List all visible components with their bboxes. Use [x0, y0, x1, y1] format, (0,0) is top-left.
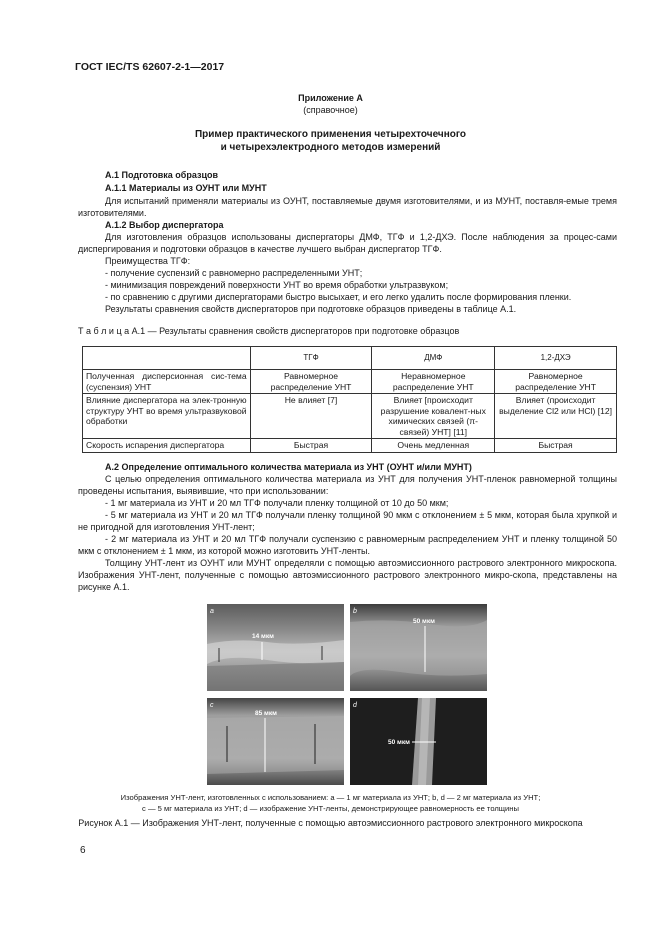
section-a2-intro: С целью определения оптимального количества материала из УНТ для получения УНТ-пленок равномерной толщины проведены испытания, выявившие, что при использовании: — [78, 474, 617, 496]
section-a2-title: А.2 Определение оптимального количества материала из УНТ (ОУНТ и/или МУНТ) — [105, 462, 472, 472]
table-cell: Равномерное распределение УНТ — [495, 370, 617, 394]
measurement-label: 14 мкм — [252, 633, 274, 640]
table-header-cell: 1,2-ДХЭ — [495, 347, 617, 370]
table-row — [83, 439, 617, 453]
table-caption: Т а б л и ц а А.1 — Результаты сравнения свойств диспергаторов при подготовке образцов — [78, 326, 460, 336]
panel-label: b — [353, 608, 357, 615]
table-cell: Быстрая — [495, 439, 617, 453]
table-cell: Полученная дисперсионная сис-тема (суспензия) УНТ — [83, 370, 251, 394]
annex-heading-line1: Пример практического применения четырехточечного — [194, 129, 466, 140]
panel-label: d — [353, 702, 357, 709]
section-a2-item: - 2 мг материала из УНТ и 20 мл ТГФ получали суспензию с равномерным распределением УНТ и пленку толщиной 50 мкм с отклонением ± 1 мкм, из которой можно изготовить УНТ-ленты. — [78, 534, 617, 556]
table-cell: Влияние диспергатора на элек-тронную структуру УНТ во время ультразвуковой обработки — [83, 394, 251, 439]
table-cell: Скорость испарения диспергатора — [83, 439, 251, 453]
table-header-cell: ДМФ — [372, 347, 495, 370]
table-cell: Очень медленная — [372, 439, 495, 453]
sem-image-d — [350, 698, 487, 785]
table-cell: Влияет (происходит выделение Cl2 или HCl) [12] — [495, 394, 617, 439]
figure-legend-line2: c — 5 мг материала из УНТ; d — изображение УНТ-ленты, демонстрирующее равномерность ее толщины — [142, 804, 519, 813]
sem-image-b — [350, 604, 487, 691]
table-row — [83, 370, 617, 394]
panel-label: a — [210, 608, 214, 615]
table-cell: Влияет [происходит разрушение ковалент-ных химических связей (π-связей) УНТ] [11] — [372, 394, 495, 439]
table-header-cell — [83, 347, 251, 370]
section-a2-closing: Толщину УНТ-лент из ОУНТ или МУНТ определяли с помощью автоэмиссионного растрового электронного микроскопа. Изображения УНТ-лент, полученные с помощью автоэмиссионного растрового электронного микро-скопа, представлены на рисунке А.1. — [78, 558, 617, 592]
table-row — [83, 394, 617, 439]
table-cell: Равномерное распределение УНТ — [250, 370, 372, 394]
table-header-row — [83, 347, 617, 370]
annex-title: Приложение А — [298, 93, 363, 103]
table-cell: Быстрая — [250, 439, 372, 453]
section-a12-title: А.1.2 Выбор диспергатора — [105, 220, 224, 230]
annex-heading-line2: и четырехэлектродного методов измерений — [220, 142, 441, 153]
section-a12-text: Для изготовления образцов использованы диспергаторы ДМФ, ТГФ и 1,2-ДХЭ. После наблюдения за процес-сами диспергирования и подготовки образцов в качестве лучшего выбран диспергатор ТГФ. — [78, 232, 617, 254]
annex-subtitle: (справочное) — [303, 105, 358, 115]
sem-figure — [207, 604, 487, 785]
page-number: 6 — [80, 845, 86, 856]
results-text: Результаты сравнения свойств диспергаторов при подготовке образцов приведены в таблице А.1. — [105, 304, 517, 314]
measurement-label: 50 мкм — [388, 739, 410, 746]
table-cell: Неравномерное распределение УНТ — [372, 370, 495, 394]
section-a11-title: А.1.1 Материалы из ОУНТ или МУНТ — [105, 183, 267, 193]
advantage-item: - по сравнению с другими диспергаторами быстро высыхает, и его легко удалить после формирования пленки. — [105, 292, 572, 302]
measurement-label: 50 мкм — [413, 618, 435, 625]
advantage-item: - получение суспензий с равномерно распределенными УНТ; — [105, 268, 363, 278]
sem-image-c — [207, 698, 344, 785]
figure-caption: Рисунок А.1 — Изображения УНТ-лент, полученные с помощью автоэмиссионного растрового электронного микроскопа — [78, 818, 583, 828]
advantages-title: Преимущества ТГФ: — [105, 256, 191, 266]
table-cell: Не влияет [7] — [250, 394, 372, 439]
section-a11-text: Для испытаний применяли материалы из ОУНТ, поставляемые двумя изготовителями, и из МУНТ, поставля-емые тремя изготовителями. — [78, 196, 617, 218]
section-a2-item: - 1 мг материала из УНТ и 20 мл ТГФ получали пленку толщиной от 10 до 50 мкм; — [105, 498, 449, 508]
figure-legend-line1: Изображения УНТ-лент, изготовленных с использованием: a — 1 мг материала из УНТ; b, d — 2 мг материала из УНТ; — [120, 793, 541, 802]
table-header-cell: ТГФ — [250, 347, 372, 370]
standard-code: ГОСТ IEC/TS 62607-2-1—2017 — [75, 61, 225, 73]
panel-label: c — [210, 702, 214, 709]
sem-image-a — [207, 604, 344, 691]
section-a1-title: А.1 Подготовка образцов — [105, 170, 219, 180]
results-table — [82, 346, 617, 453]
measurement-label: 85 мкм — [255, 710, 277, 717]
section-a2-item: - 5 мг материала из УНТ и 20 мл ТГФ получали пленку толщиной 90 мкм с отклонением ± 5 мкм, которая была хрупкой и не пригодной для изготовления УНТ-лент; — [78, 510, 617, 532]
advantage-item: - минимизация повреждений поверхности УНТ во время обработки ультразвуком; — [105, 280, 449, 290]
